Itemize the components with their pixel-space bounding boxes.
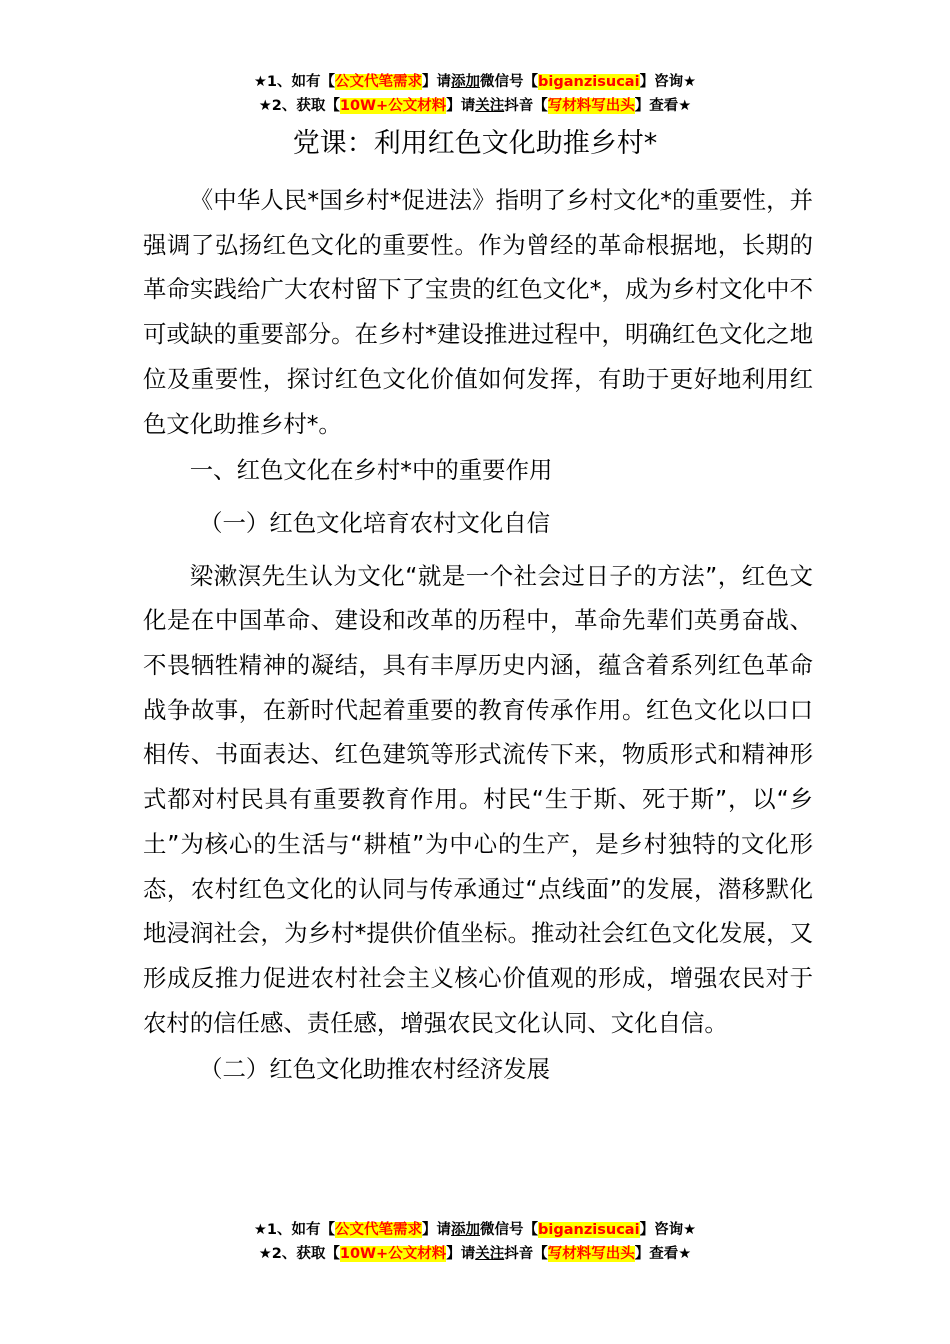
banner-underlined: 添加 (451, 74, 481, 90)
banner-line-2 (0, 1242, 950, 1266)
banner-text: 抖音【 (504, 1246, 548, 1262)
banner-line-1 (0, 1218, 950, 1242)
subsection-heading: （一）红色文化培育农村文化自信 (199, 508, 551, 537)
banner-text: 】请 (422, 1222, 452, 1238)
banner-text: 】请 (446, 98, 476, 114)
document-body (143, 178, 813, 1100)
banner-wechat-id: biganzisucai (538, 1222, 640, 1238)
banner-text: 】查看★ (634, 1246, 692, 1262)
intro-paragraph: 《中华人民*国乡村*促进法》指明了乡村文化*的重要性，并强调了弘扬红色文化的重要性。作为曾经的革命根据地，长期的革命实践给广大农村留下了宝贵的红色文化*，成为乡村文化中不可或缺的重要部分。在乡村*建设推进过程中，明确红色文化之地位及重要性，探讨红色文化价值如何发挥，有助于更好地利用红色文化助推乡村*。 (143, 186, 813, 438)
banner-highlight: 10W+公文材料 (339, 98, 447, 114)
header-banner (0, 70, 950, 118)
banner-highlight: 公文代笔需求 (335, 74, 423, 90)
subsection-heading: （二）红色文化助推农村经济发展 (199, 1055, 551, 1084)
footer-banner (0, 1218, 950, 1266)
banner-underlined: 关注 (475, 98, 505, 114)
section-heading: 一、红色文化在乡村*中的重要作用 (189, 456, 553, 485)
banner-text: 抖音【 (504, 98, 548, 114)
banner-text: ★2、获取【 (258, 1246, 340, 1262)
banner-text: 】查看★ (634, 98, 692, 114)
banner-douyin-id: 写材料写出头 (547, 98, 635, 114)
banner-text: ★2、获取【 (258, 98, 340, 114)
banner-text: 】咨询★ (639, 1222, 697, 1238)
banner-text: 微信号【 (480, 1222, 539, 1238)
banner-douyin-id: 写材料写出头 (547, 1246, 635, 1262)
body-paragraph: 梁漱溟先生认为文化“就是一个社会过日子的方法”，红色文化是在中国革命、建设和改革的历程中，革命先辈们英勇奋战、不畏牺牲精神的凝结，具有丰厚历史内涵，蕴含着系列红色革命战争故事，在新时代起着重要的教育传承作用。红色文化以口口相传、书面表达、红色建筑等形式流传下来，物质形式和精神形式都对村民具有重要教育作用。村民“生于斯、死于斯”，以“乡土”为核心的生活与“耕植”为中心的生产，是乡村独特的文化形态，农村红色文化的认同与传承通过“点线面”的发展，潜移默化地浸润社会，为乡村*提供价值坐标。推动社会红色文化发展，又形成反推力促进农村社会主义核心价值观的形成，增强农民对于农村的信任感、责任感，增强农民文化认同、文化自信。 (143, 561, 813, 1037)
banner-underlined: 添加 (451, 1222, 481, 1238)
banner-line-2 (0, 94, 950, 118)
document-title: 党课：利用红色文化助推乡村* (292, 128, 658, 159)
banner-text: 微信号【 (480, 74, 539, 90)
banner-text: 】请 (446, 1246, 476, 1262)
banner-wechat-id: biganzisucai (538, 74, 640, 90)
banner-underlined: 关注 (475, 1246, 505, 1262)
banner-text: 】咨询★ (639, 74, 697, 90)
banner-text: 】请 (422, 74, 452, 90)
banner-text: ★1、如有【 (253, 74, 336, 90)
banner-highlight: 10W+公文材料 (339, 1246, 447, 1262)
banner-line-1 (0, 70, 950, 94)
banner-text: ★1、如有【 (253, 1222, 336, 1238)
banner-highlight: 公文代笔需求 (335, 1222, 423, 1238)
